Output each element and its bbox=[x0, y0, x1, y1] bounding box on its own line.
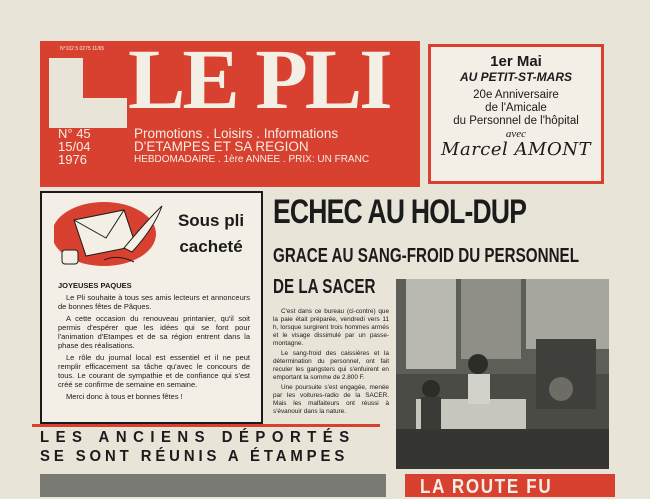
bottom-partial-headline: LA ROUTE FU bbox=[420, 476, 553, 498]
editorial-paragraph: A cette occasion du renouveau printanier, qu'il soit permis d'espérer que les idées qui se font pour l'animation d'Etampes et de sa région entrent dans la phase des réalisations. bbox=[58, 314, 250, 350]
announcement-date: 1er Mai bbox=[490, 53, 542, 70]
story-paragraph: C'est dans ce bureau (ci-contre) que la paie était préparée, vendredi vers 11 h, lorsque surgirent trois hommes armés et le visage dissimulé par un passe-montagne. bbox=[273, 308, 389, 347]
office-photo bbox=[396, 279, 609, 469]
editorial-paragraph: Merci donc à tous et bonnes fêtes ! bbox=[66, 392, 183, 401]
announcement-event-1: 20e Anniversaire bbox=[473, 89, 559, 101]
lead-subhead-1: GRACE AU SANG-FROID DU PERSONNEL bbox=[273, 245, 579, 267]
editorial-title-line-1: Sous pli bbox=[177, 211, 245, 230]
editorial-body bbox=[58, 293, 250, 404]
announcement-place: AU PETIT-ST-MARS bbox=[459, 70, 572, 84]
lead-story-body bbox=[273, 308, 389, 418]
editorial-title-line-2: cacheté bbox=[179, 237, 243, 256]
envelope-illustration-icon bbox=[54, 198, 168, 276]
masthead-corner-notch bbox=[83, 58, 127, 98]
masthead-tagline bbox=[134, 127, 369, 166]
announcement-with: avec bbox=[505, 128, 527, 140]
lead-headline: ECHEC AU HOL-DUP bbox=[273, 193, 527, 231]
newspaper-logo: LE PLI bbox=[128, 31, 390, 127]
issue-info bbox=[58, 127, 91, 166]
issue-year: 1976 bbox=[58, 152, 87, 167]
tagline-topics: Promotions . Loisirs . Informations bbox=[134, 126, 339, 141]
story-paragraph: Une poursuite s'est engagée, menée par les voitures-radio de la SACER. Mais les malfaiteurs ont réussi à s'évanouir dans la nature. bbox=[273, 384, 389, 415]
second-headline-1: LES ANCIENS DÉPORTÉS bbox=[40, 429, 356, 446]
editorial-heading: JOYEUSES PAQUES bbox=[58, 281, 132, 290]
announcement-event-3: du Personnel de l'hôpital bbox=[453, 115, 579, 127]
editorial-paragraph: Le rôle du journal local est essentiel et il ne peut remplir efficacement sa tâche qu'avec le concours de tous. Le courant de sympathie et de confiance qui s'est créé se confirme de semaine en semaine. bbox=[58, 353, 250, 389]
issue-date: 15/04 bbox=[58, 139, 91, 154]
editorial-paragraph: Le Pli souhaite à tous ses amis lecteurs et annonceurs de bonnes fêtes de Pâques. bbox=[58, 293, 250, 311]
announcement-box bbox=[428, 44, 604, 184]
announcement-event-2: de l'Amicale bbox=[485, 102, 547, 114]
editorial-title bbox=[166, 208, 256, 260]
second-headline-2: SE SONT RÉUNIS A ÉTAMPES bbox=[40, 448, 349, 465]
story-paragraph: Le sang-froid des caissières et la détermination du personnel, ont fait reculer les gangsters qui s'enfuirent en emportant la somme de 2.800 F. bbox=[273, 350, 389, 381]
registration-number: N°102 5 0275 11/65 bbox=[60, 46, 105, 52]
tagline-region: D'ETAMPES ET SA REGION bbox=[134, 139, 309, 154]
tagline-price: HEBDOMADAIRE . 1ère ANNEE . PRIX: UN FRANC bbox=[134, 154, 370, 165]
issue-number: N° 45 bbox=[58, 126, 91, 141]
bottom-photo-strip bbox=[40, 474, 386, 497]
lead-subhead-2: DE LA SACER bbox=[273, 276, 376, 298]
announcement-artist: Marcel AMONT bbox=[441, 139, 591, 160]
